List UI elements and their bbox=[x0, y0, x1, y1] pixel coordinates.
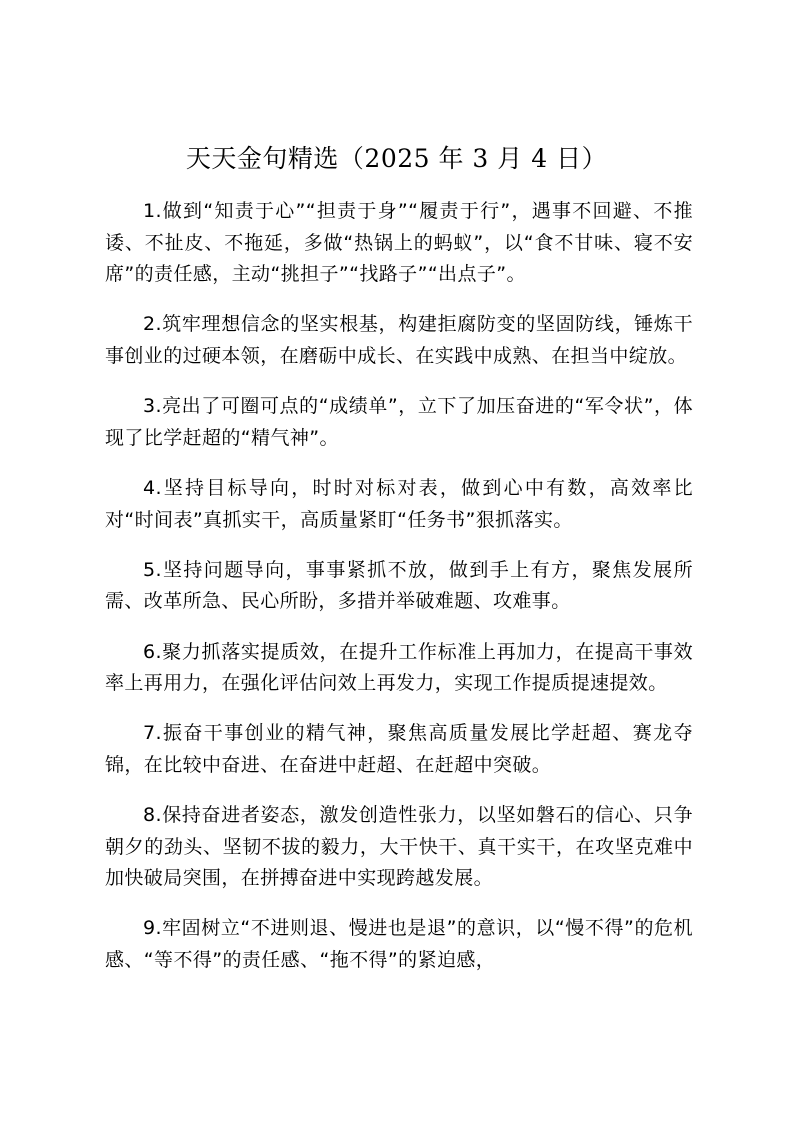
paragraph-9: 9.牢固树立“不进则退、慢进也是退”的意识，以“慢不得”的危机感、“等不得”的责任感、“拖不得”的紧迫感， bbox=[105, 917, 693, 972]
paragraph-6: 6.聚力抓落实提质效，在提升工作标准上再加力，在提高干事效率上再用力，在强化评估问效上再发力，实现工作提质提速提效。 bbox=[105, 640, 693, 695]
paragraph-8: 8.保持奋进者姿态，激发创造性张力，以坚如磐石的信心、只争朝夕的劲头、坚韧不拔的毅力，大干快干、真干实干，在攻坚克难中加快破局突围，在拼搏奋进中实现跨越发展。 bbox=[105, 804, 693, 890]
paragraph-5: 5.坚持问题导向，事事紧抓不放，做到手上有方，聚焦发展所需、改革所急、民心所盼，多措并举破难题、攻难事。 bbox=[105, 558, 693, 613]
page-title: 天天金句精选（2025 年 3 月 4 日） bbox=[185, 144, 608, 173]
document-body bbox=[105, 196, 693, 995]
paragraph-3: 3.亮出了可圈可点的“成绩单”，立下了加压奋进的“军令状”，体现了比学赶超的“精气神”。 bbox=[105, 395, 693, 449]
paragraph-2: 2.筑牢理想信念的坚实根基，构建拒腐防变的坚固防线，锤炼干事创业的过硬本领，在磨砺中成长、在实践中成熟、在担当中绽放。 bbox=[105, 313, 693, 367]
paragraph-4: 4.坚持目标导向，时时对标对表，做到心中有数，高效率比对“时间表”真抓实干，高质量紧盯“任务书”狠抓落实。 bbox=[105, 476, 693, 531]
paragraph-1: 1.做到“知责于心”“担责于身”“履责于行”，遇事不回避、不推诿、不扯皮、不拖延，多做“热锅上的蚂蚁”，以“食不甘味、寝不安席”的责任感，主动“挑担子”“找路子”“出点子”。 bbox=[105, 200, 693, 286]
paragraph-7: 7.振奋干事创业的精气神，聚焦高质量发展比学赶超、赛龙夺锦，在比较中奋进、在奋进中赶超、在赶超中突破。 bbox=[105, 722, 693, 776]
